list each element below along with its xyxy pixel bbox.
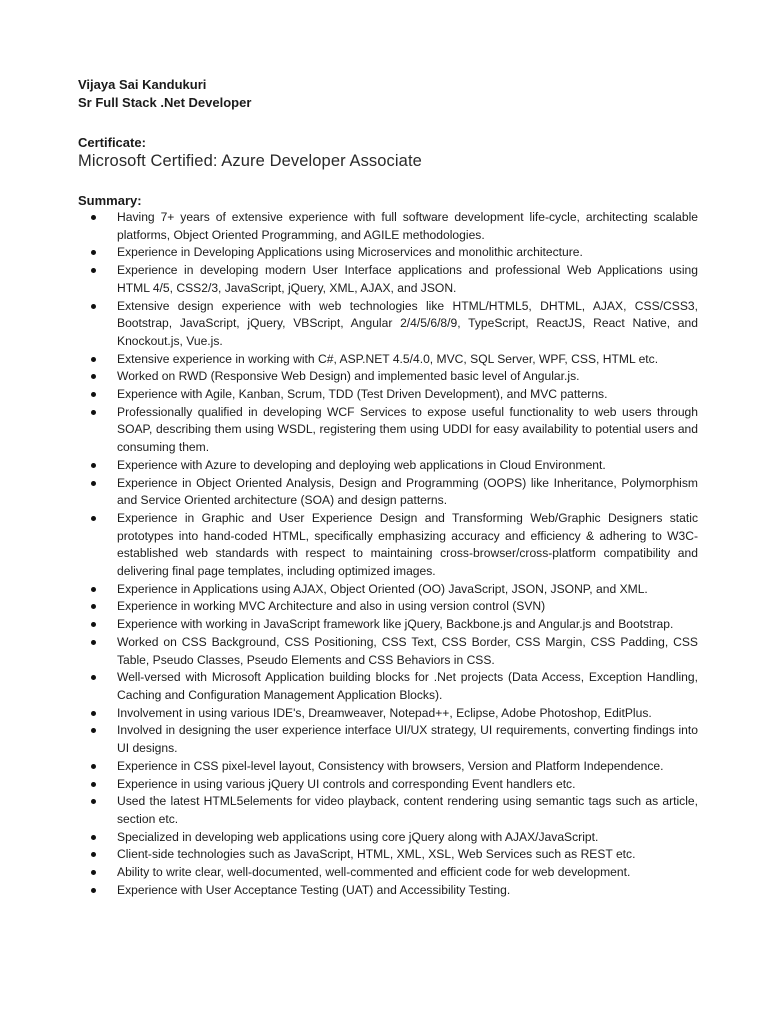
summary-item (86, 510, 698, 581)
bullet-icon (91, 799, 96, 804)
summary-item (86, 793, 698, 828)
summary-item (86, 669, 698, 704)
summary-item (86, 368, 698, 386)
summary-item (86, 209, 698, 244)
summary-item (86, 581, 698, 599)
bullet-icon (91, 250, 96, 255)
bullet-icon (91, 374, 96, 379)
summary-item-text: Having 7+ years of extensive experience with full software development life-cycle, architecting scalable platforms, Object Oriented Programming, and AGILE methodologies. (117, 210, 698, 242)
summary-list (86, 209, 698, 899)
bullet-icon (91, 587, 96, 592)
summary-item-text: Client-side technologies such as JavaScript, HTML, XML, XSL, Web Services such as REST etc. (117, 847, 636, 862)
summary-item-text: Extensive design experience with web technologies like HTML/HTML5, DHTML, AJAX, CSS/CSS3, Bootstrap, JavaScript, jQuery, VBScript, Angular 2/4/5/6/8/9, TypeScript, ReactJS, React Native, and Knockout.js, Vue.js. (117, 298, 698, 348)
bullet-icon (91, 888, 96, 893)
summary-item-text: Worked on RWD (Responsive Web Design) and implemented basic level of Angular.js. (117, 369, 580, 384)
summary-item (86, 244, 698, 262)
summary-item (86, 722, 698, 757)
summary-item (86, 475, 698, 510)
summary-item-text: Experience in developing modern User Interface applications and professional Web Applications using HTML 4/5, CSS2/3, JavaScript, jQuery, XML, AJAX, and JSON. (117, 263, 698, 295)
summary-item-text: Involved in designing the user experience interface UI/UX strategy, UI requirements, converting findings into UI designs. (117, 723, 698, 756)
bullet-icon (91, 516, 96, 521)
summary-item (86, 457, 698, 475)
summary-item-text: Extensive experience in working with C#, ASP.NET 4.5/4.0, MVC, SQL Server, WPF, CSS, HTML etc. (117, 351, 659, 366)
bullet-icon (91, 675, 96, 680)
summary-item (86, 634, 698, 669)
bullet-icon (91, 640, 96, 645)
summary-item-text: Experience with Agile, Kanban, Scrum, TDD (Test Driven Development), and MVC patterns. (117, 387, 608, 402)
summary-item (86, 864, 698, 882)
summary-item-text: Worked on CSS Background, CSS Positioning, CSS Text, CSS Border, CSS Margin, CSS Padding, CSS Table, Pseudo Classes, Pseudo Elements and CSS Behaviors in CSS. (117, 634, 698, 667)
summary-item-text: Experience in CSS pixel-level layout, Consistency with browsers, Version and Platform Independence. (117, 758, 664, 773)
summary-item (86, 705, 698, 723)
summary-item-text: Experience in working MVC Architecture and also in using version control (SVN) (117, 599, 546, 614)
bullet-icon (91, 764, 96, 769)
summary-item (86, 829, 698, 847)
summary-item (86, 846, 698, 864)
certificate-title: Microsoft Certified: Azure Developer Associate (78, 152, 422, 170)
candidate-name: Vijaya Sai Kandukuri (78, 77, 207, 92)
candidate-role: Sr Full Stack .Net Developer (78, 95, 252, 110)
summary-item (86, 616, 698, 634)
bullet-icon (91, 835, 96, 840)
summary-item (86, 598, 698, 616)
summary-item-text: Involvement in using various IDE's, Dreamweaver, Notepad++, Eclipse, Adobe Photoshop, EditPlus. (117, 705, 652, 720)
summary-item-text: Used the latest HTML5elements for video playback, content rendering using semantic tags such as article, section etc. (117, 794, 698, 826)
summary-item-text: Experience in Developing Applications using Microservices and monolithic architecture. (117, 245, 583, 260)
summary-item-text: Experience with User Acceptance Testing (UAT) and Accessibility Testing. (117, 882, 511, 897)
bullet-icon (91, 357, 96, 362)
bullet-icon (91, 215, 96, 220)
summary-label: Summary: (78, 193, 142, 208)
bullet-icon (91, 304, 96, 309)
bullet-icon (91, 711, 96, 716)
summary-item-text: Experience in Object Oriented Analysis, Design and Programming (OOPS) like Inheritance, Polymorphism and Service Oriented architecture (SOA) and design patterns. (117, 475, 698, 508)
bullet-icon (91, 852, 96, 857)
summary-item (86, 404, 698, 457)
bullet-icon (91, 463, 96, 468)
certificate-label: Certificate: (78, 135, 146, 150)
summary-item (86, 262, 698, 297)
summary-item (86, 386, 698, 404)
bullet-icon (91, 728, 96, 733)
summary-item (86, 351, 698, 369)
summary-item-text: Specialized in developing web applications using core jQuery along with AJAX/JavaScript. (117, 829, 599, 844)
bullet-icon (91, 604, 96, 609)
summary-item-text: Well-versed with Microsoft Application building blocks for .Net projects (Data Access, Exception Handling, Caching and Configuration Management Application Blocks). (117, 670, 698, 702)
bullet-icon (91, 870, 96, 875)
resume-header (78, 76, 698, 112)
bullet-icon (91, 392, 96, 397)
summary-item (86, 776, 698, 794)
summary-item-text: Ability to write clear, well-documented, well-commented and efficient code for web development. (117, 865, 631, 880)
summary-item-text: Experience with Azure to developing and deploying web applications in Cloud Environment. (117, 457, 606, 472)
bullet-icon (91, 481, 96, 486)
summary-item-text: Experience in Graphic and User Experience Design and Transforming Web/Graphic Designers static prototypes into hand-coded HTML, specifically emphasizing accuracy and efficiency & adhering to W3C-established web standards with respect to maintaining cross-browser/cross-platform compatibility and delivering final page templates, including optimized images. (117, 510, 698, 579)
bullet-icon (91, 782, 96, 787)
bullet-icon (91, 622, 96, 627)
summary-item (86, 298, 698, 351)
summary-item-text: Experience in Applications using AJAX, Object Oriented (OO) JavaScript, JSON, JSONP, and XML. (117, 581, 648, 596)
summary-item-text: Experience with working in JavaScript framework like jQuery, Backbone.js and Angular.js and Bootstrap. (117, 617, 674, 632)
summary-item (86, 758, 698, 776)
summary-item (86, 882, 698, 900)
bullet-icon (91, 410, 96, 415)
summary-item-text: Professionally qualified in developing WCF Services to expose useful functionality to web users through SOAP, describing them using WSDL, registering them using UDDI for easy availability to potential users and consuming them. (117, 404, 698, 455)
summary-item-text: Experience in using various jQuery UI controls and corresponding Event handlers etc. (117, 776, 576, 791)
bullet-icon (91, 268, 96, 273)
